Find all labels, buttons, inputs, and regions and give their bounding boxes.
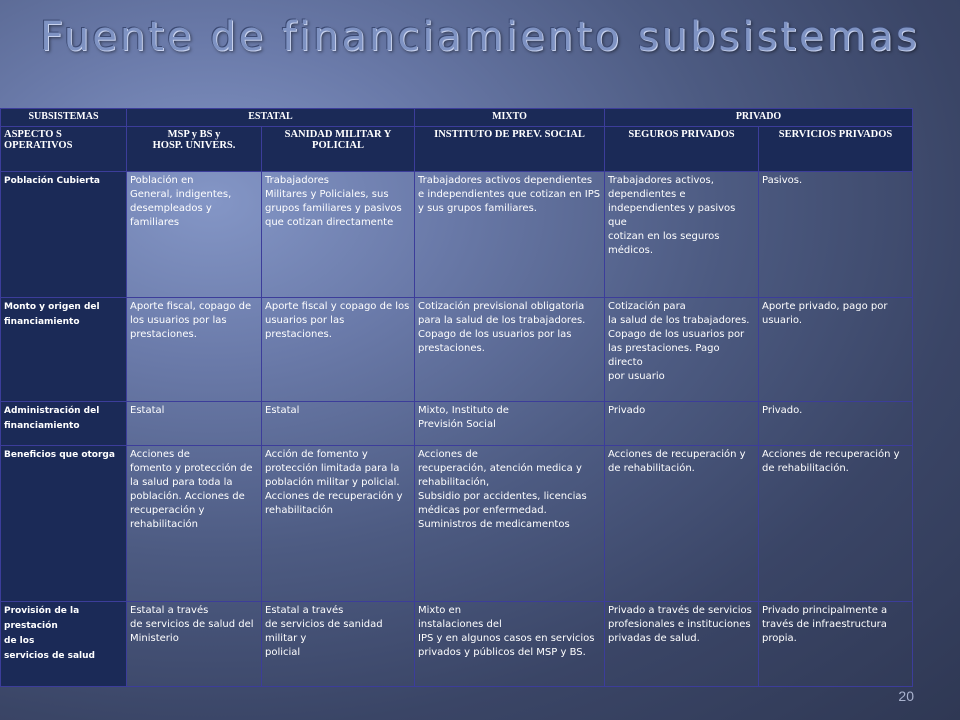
table-cell: Privado principalmente a través de infraestructura propia. [759, 602, 913, 687]
table-cell: Privado a través de servicios profesionales e instituciones privadas de salud. [605, 602, 759, 687]
table-cell: Estatal a través de servicios de sanidad militar y policial [262, 602, 415, 687]
slide-title: Fuente de financiamiento subsistemas [40, 14, 920, 60]
table-cell: Trabajadores activos dependientes e independientes que cotizan en IPS y sus grupos familiares. [415, 172, 605, 298]
table-row [1, 172, 913, 298]
table-row [1, 402, 913, 446]
table-cell: Población en General, indigentes, desempleados y familiares [127, 172, 262, 298]
table-cell: Cotización previsional obligatoria para la salud de los trabajadores. Copago de los usuarios por las prestaciones. [415, 298, 605, 402]
header-row-subsystems [1, 109, 913, 127]
table-row [1, 602, 913, 687]
row-label: Beneficios que otorga [1, 446, 127, 602]
header-msp: MSP y BS y HOSP. UNIVERS. [127, 127, 262, 172]
header-estatal: ESTATAL [127, 109, 415, 127]
table-cell: Acciones de fomento y protección de la salud para toda la población. Acciones de recuperación y rehabilitación [127, 446, 262, 602]
header-servicios: SERVICIOS PRIVADOS [759, 127, 913, 172]
table-cell: Aporte privado, pago por usuario. [759, 298, 913, 402]
header-seguros: SEGUROS PRIVADOS [605, 127, 759, 172]
row-label: Provisión de la prestación de los servicios de salud [1, 602, 127, 687]
table-cell: Estatal [262, 402, 415, 446]
table-cell: Trabajadores Militares y Policiales, sus grupos familiares y pasivos que cotizan directamente [262, 172, 415, 298]
header-aspecto-operativos: ASPECTO S OPERATIVOS [1, 127, 127, 172]
table-cell: Pasivos. [759, 172, 913, 298]
table-cell: Trabajadores activos, dependientes e independientes y pasivos que cotizan en los seguros médicos. [605, 172, 759, 298]
table-cell: Estatal [127, 402, 262, 446]
table-cell: Aporte fiscal, copago de los usuarios por las prestaciones. [127, 298, 262, 402]
table-cell: Acciones de recuperación y de rehabilitación. [759, 446, 913, 602]
table-cell: Acción de fomento y protección limitada para la población militar y policial. Acciones de recuperación y rehabilitación [262, 446, 415, 602]
header-privado: PRIVADO [605, 109, 913, 127]
header-row-aspects [1, 127, 913, 172]
table-cell: Privado. [759, 402, 913, 446]
table-row [1, 298, 913, 402]
header-mixto: MIXTO [415, 109, 605, 127]
header-instituto: INSTITUTO DE PREV. SOCIAL [415, 127, 605, 172]
table-row [1, 446, 913, 602]
table-cell: Mixto en instalaciones del IPS y en algunos casos en servicios privados y públicos del MSP y BS. [415, 602, 605, 687]
row-label: Monto y origen del financiamiento [1, 298, 127, 402]
header-sanidad: SANIDAD MILITAR Y POLICIAL [262, 127, 415, 172]
table-cell: Aporte fiscal y copago de los usuarios por las prestaciones. [262, 298, 415, 402]
row-label: Población Cubierta [1, 172, 127, 298]
header-subsistemas: SUBSISTEMAS [1, 109, 127, 127]
financing-table [0, 108, 913, 687]
page-number: 20 [898, 688, 914, 704]
table-cell: Estatal a través de servicios de salud del Ministerio [127, 602, 262, 687]
table-cell: Privado [605, 402, 759, 446]
table-cell: Mixto, Instituto de Previsión Social [415, 402, 605, 446]
table-cell: Cotización para la salud de los trabajadores. Copago de los usuarios por las prestaciones. Pago directo por usuario [605, 298, 759, 402]
table-cell: Acciones de recuperación y de rehabilitación. [605, 446, 759, 602]
row-label: Administración del financiamiento [1, 402, 127, 446]
table-cell: Acciones de recuperación, atención medica y rehabilitación, Subsidio por accidentes, licencias médicas por enfermedad. Suministros de medicamentos [415, 446, 605, 602]
